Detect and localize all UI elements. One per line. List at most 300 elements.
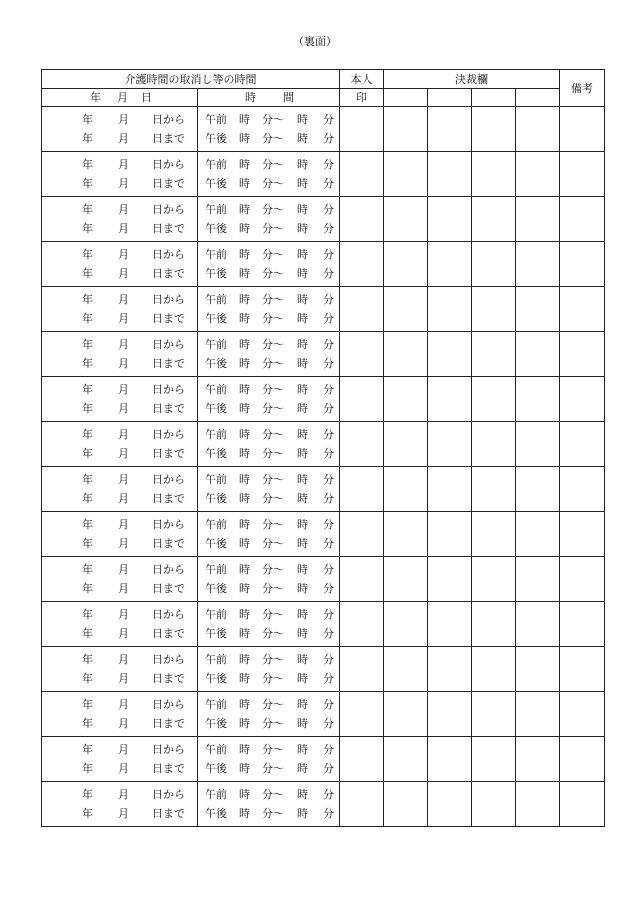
end-hour-label: 時 xyxy=(297,743,308,756)
seal-cell[interactable] xyxy=(340,512,384,557)
approval-cell-4[interactable] xyxy=(516,467,560,512)
date-range-cell[interactable] xyxy=(42,512,198,557)
header-date-year: 年 xyxy=(90,91,101,104)
remarks-cell[interactable] xyxy=(560,512,605,557)
start-hour-label: 時 xyxy=(239,203,250,216)
date-range-cell[interactable] xyxy=(42,287,198,332)
end-minute-label: 分 xyxy=(323,132,334,145)
approval-cell-4[interactable] xyxy=(516,107,560,152)
start-minute-label: 分～ xyxy=(262,698,284,711)
to-month-label: 月 xyxy=(118,312,129,325)
approval-cell-3[interactable] xyxy=(472,197,516,242)
end-minute-label: 分 xyxy=(323,608,334,621)
seal-cell[interactable] xyxy=(340,737,384,782)
time-range-cell[interactable] xyxy=(198,467,340,512)
am-label: 午前 xyxy=(205,518,227,531)
approval-cell-4[interactable] xyxy=(516,422,560,467)
to-year-label: 年 xyxy=(82,447,93,460)
start-minute-label: 分～ xyxy=(262,473,284,486)
time-range-cell[interactable] xyxy=(198,782,340,827)
from-year-label: 年 xyxy=(82,788,93,801)
header-seal-top: 本人 xyxy=(340,70,384,89)
end-minute-label: 分 xyxy=(323,582,334,595)
start-minute-label: 分～ xyxy=(262,113,284,126)
end-hour-label: 時 xyxy=(297,222,308,235)
end-minute-label: 分 xyxy=(323,627,334,640)
approval-cell-1[interactable] xyxy=(384,557,428,602)
from-year-label: 年 xyxy=(82,293,93,306)
remarks-cell[interactable] xyxy=(560,602,605,647)
from-month-label: 月 xyxy=(118,203,129,216)
approval-cell-2[interactable] xyxy=(428,287,472,332)
from-day-label: 日から xyxy=(152,788,185,801)
from-month-label: 月 xyxy=(118,563,129,576)
end-hour-label: 時 xyxy=(297,338,308,351)
seal-cell[interactable] xyxy=(340,107,384,152)
approval-cell-1[interactable] xyxy=(384,332,428,377)
approval-box-1[interactable] xyxy=(384,89,428,107)
approval-cell-1[interactable] xyxy=(384,602,428,647)
remarks-cell[interactable] xyxy=(560,647,605,692)
start-minute-label: 分～ xyxy=(262,492,284,505)
time-range-cell[interactable] xyxy=(198,197,340,242)
end-hour-label: 時 xyxy=(297,672,308,685)
start-minute-label: 分～ xyxy=(262,717,284,730)
end-hour-label: 時 xyxy=(297,428,308,441)
approval-cell-4[interactable] xyxy=(516,602,560,647)
approval-cell-4[interactable] xyxy=(516,647,560,692)
end-hour-label: 時 xyxy=(297,357,308,370)
approval-cell-1[interactable] xyxy=(384,152,428,197)
approval-cell-1[interactable] xyxy=(384,197,428,242)
end-minute-label: 分 xyxy=(323,113,334,126)
approval-cell-4[interactable] xyxy=(516,557,560,602)
from-month-label: 月 xyxy=(118,518,129,531)
from-year-label: 年 xyxy=(82,338,93,351)
pm-label: 午後 xyxy=(205,267,227,280)
approval-cell-3[interactable] xyxy=(472,512,516,557)
time-range-cell[interactable] xyxy=(198,287,340,332)
start-minute-label: 分～ xyxy=(262,788,284,801)
to-year-label: 年 xyxy=(82,402,93,415)
header-approval: 決裁欄 xyxy=(384,70,560,89)
start-minute-label: 分～ xyxy=(262,807,284,820)
to-year-label: 年 xyxy=(82,357,93,370)
from-month-label: 月 xyxy=(118,113,129,126)
remarks-cell[interactable] xyxy=(560,557,605,602)
from-year-label: 年 xyxy=(82,698,93,711)
remarks-cell[interactable] xyxy=(560,197,605,242)
table-row xyxy=(42,512,605,557)
remarks-cell[interactable] xyxy=(560,377,605,422)
approval-box-4[interactable] xyxy=(516,89,560,107)
start-minute-label: 分～ xyxy=(262,563,284,576)
seal-cell[interactable] xyxy=(340,152,384,197)
table-row xyxy=(42,602,605,647)
approval-cell-1[interactable] xyxy=(384,737,428,782)
seal-cell[interactable] xyxy=(340,602,384,647)
from-year-label: 年 xyxy=(82,158,93,171)
seal-cell[interactable] xyxy=(340,197,384,242)
start-hour-label: 時 xyxy=(239,518,250,531)
approval-cell-2[interactable] xyxy=(428,782,472,827)
date-range-cell[interactable] xyxy=(42,422,198,467)
start-hour-label: 時 xyxy=(239,717,250,730)
approval-cell-4[interactable] xyxy=(516,692,560,737)
date-range-cell[interactable] xyxy=(42,332,198,377)
end-minute-label: 分 xyxy=(323,267,334,280)
start-hour-label: 時 xyxy=(239,402,250,415)
header-date-cell xyxy=(42,89,198,107)
time-range-cell[interactable] xyxy=(198,107,340,152)
pm-label: 午後 xyxy=(205,762,227,775)
remarks-cell[interactable] xyxy=(560,287,605,332)
end-hour-label: 時 xyxy=(297,473,308,486)
end-hour-label: 時 xyxy=(297,132,308,145)
approval-cell-3[interactable] xyxy=(472,467,516,512)
am-label: 午前 xyxy=(205,113,227,126)
am-label: 午前 xyxy=(205,698,227,711)
from-year-label: 年 xyxy=(82,563,93,576)
to-month-label: 月 xyxy=(118,447,129,460)
table-row xyxy=(42,377,605,422)
date-range-cell[interactable] xyxy=(42,107,198,152)
pm-label: 午後 xyxy=(205,222,227,235)
end-minute-label: 分 xyxy=(323,248,334,261)
end-hour-label: 時 xyxy=(297,447,308,460)
am-label: 午前 xyxy=(205,653,227,666)
table-row xyxy=(42,557,605,602)
table-row xyxy=(42,782,605,827)
time-range-cell[interactable] xyxy=(198,332,340,377)
approval-cell-2[interactable] xyxy=(428,512,472,557)
start-hour-label: 時 xyxy=(239,158,250,171)
remarks-cell[interactable] xyxy=(560,152,605,197)
time-range-cell[interactable] xyxy=(198,737,340,782)
seal-cell[interactable] xyxy=(340,377,384,422)
from-year-label: 年 xyxy=(82,518,93,531)
pm-label: 午後 xyxy=(205,672,227,685)
pm-label: 午後 xyxy=(205,357,227,370)
remarks-cell[interactable] xyxy=(560,422,605,467)
seal-cell[interactable] xyxy=(340,287,384,332)
start-minute-label: 分～ xyxy=(262,248,284,261)
approval-cell-4[interactable] xyxy=(516,152,560,197)
am-label: 午前 xyxy=(205,383,227,396)
to-year-label: 年 xyxy=(82,582,93,595)
to-month-label: 月 xyxy=(118,537,129,550)
approval-cell-2[interactable] xyxy=(428,332,472,377)
approval-cell-4[interactable] xyxy=(516,737,560,782)
end-minute-label: 分 xyxy=(323,653,334,666)
header-time-ji: 時 xyxy=(245,91,256,104)
to-day-label: 日まで xyxy=(152,672,185,685)
approval-cell-2[interactable] xyxy=(428,557,472,602)
approval-cell-1[interactable] xyxy=(384,512,428,557)
from-day-label: 日から xyxy=(152,248,185,261)
to-month-label: 月 xyxy=(118,627,129,640)
approval-box-2[interactable] xyxy=(428,89,472,107)
from-year-label: 年 xyxy=(82,248,93,261)
approval-box-3[interactable] xyxy=(472,89,516,107)
table-row xyxy=(42,692,605,737)
approval-cell-2[interactable] xyxy=(428,152,472,197)
approval-cell-3[interactable] xyxy=(472,422,516,467)
from-day-label: 日から xyxy=(152,383,185,396)
to-day-label: 日まで xyxy=(152,807,185,820)
to-day-label: 日まで xyxy=(152,492,185,505)
approval-cell-2[interactable] xyxy=(428,377,472,422)
remarks-cell[interactable] xyxy=(560,107,605,152)
approval-cell-2[interactable] xyxy=(428,737,472,782)
end-minute-label: 分 xyxy=(323,698,334,711)
approval-cell-2[interactable] xyxy=(428,422,472,467)
date-range-cell[interactable] xyxy=(42,737,198,782)
end-hour-label: 時 xyxy=(297,158,308,171)
start-hour-label: 時 xyxy=(239,492,250,505)
am-label: 午前 xyxy=(205,293,227,306)
approval-cell-2[interactable] xyxy=(428,467,472,512)
start-minute-label: 分～ xyxy=(262,338,284,351)
table-row xyxy=(42,647,605,692)
start-minute-label: 分～ xyxy=(262,582,284,595)
end-hour-label: 時 xyxy=(297,203,308,216)
to-day-label: 日まで xyxy=(152,402,185,415)
end-hour-label: 時 xyxy=(297,113,308,126)
to-day-label: 日まで xyxy=(152,537,185,550)
start-hour-label: 時 xyxy=(239,582,250,595)
approval-cell-2[interactable] xyxy=(428,197,472,242)
to-day-label: 日まで xyxy=(152,312,185,325)
end-minute-label: 分 xyxy=(323,743,334,756)
end-minute-label: 分 xyxy=(323,312,334,325)
time-range-cell[interactable] xyxy=(198,512,340,557)
end-hour-label: 時 xyxy=(297,312,308,325)
start-hour-label: 時 xyxy=(239,807,250,820)
date-range-cell[interactable] xyxy=(42,692,198,737)
seal-cell[interactable] xyxy=(340,692,384,737)
seal-cell[interactable] xyxy=(340,332,384,377)
remarks-cell[interactable] xyxy=(560,467,605,512)
to-year-label: 年 xyxy=(82,537,93,550)
remarks-cell[interactable] xyxy=(560,737,605,782)
date-range-cell[interactable] xyxy=(42,242,198,287)
pm-label: 午後 xyxy=(205,447,227,460)
date-range-cell[interactable] xyxy=(42,152,198,197)
seal-cell[interactable] xyxy=(340,422,384,467)
am-label: 午前 xyxy=(205,158,227,171)
approval-cell-1[interactable] xyxy=(384,242,428,287)
start-hour-label: 時 xyxy=(239,537,250,550)
from-year-label: 年 xyxy=(82,383,93,396)
end-minute-label: 分 xyxy=(323,177,334,190)
table-row xyxy=(42,242,605,287)
remarks-cell[interactable] xyxy=(560,782,605,827)
start-hour-label: 時 xyxy=(239,248,250,261)
seal-cell[interactable] xyxy=(340,782,384,827)
approval-cell-1[interactable] xyxy=(384,107,428,152)
time-range-cell[interactable] xyxy=(198,422,340,467)
pm-label: 午後 xyxy=(205,627,227,640)
approval-cell-2[interactable] xyxy=(428,647,472,692)
to-day-label: 日まで xyxy=(152,582,185,595)
approval-cell-4[interactable] xyxy=(516,782,560,827)
am-label: 午前 xyxy=(205,428,227,441)
end-hour-label: 時 xyxy=(297,248,308,261)
table-row xyxy=(42,422,605,467)
start-minute-label: 分～ xyxy=(262,672,284,685)
end-hour-label: 時 xyxy=(297,492,308,505)
time-range-cell[interactable] xyxy=(198,602,340,647)
to-day-label: 日まで xyxy=(152,627,185,640)
to-year-label: 年 xyxy=(82,492,93,505)
to-year-label: 年 xyxy=(82,132,93,145)
to-year-label: 年 xyxy=(82,717,93,730)
from-month-label: 月 xyxy=(118,338,129,351)
pm-label: 午後 xyxy=(205,807,227,820)
approval-cell-4[interactable] xyxy=(516,332,560,377)
from-year-label: 年 xyxy=(82,428,93,441)
approval-cell-3[interactable] xyxy=(472,782,516,827)
start-hour-label: 時 xyxy=(239,608,250,621)
to-year-label: 年 xyxy=(82,672,93,685)
approval-cell-1[interactable] xyxy=(384,647,428,692)
approval-cell-2[interactable] xyxy=(428,602,472,647)
to-month-label: 月 xyxy=(118,717,129,730)
date-range-cell[interactable] xyxy=(42,557,198,602)
approval-cell-3[interactable] xyxy=(472,692,516,737)
end-hour-label: 時 xyxy=(297,762,308,775)
table-row xyxy=(42,737,605,782)
start-minute-label: 分～ xyxy=(262,428,284,441)
to-month-label: 月 xyxy=(118,492,129,505)
remarks-cell[interactable] xyxy=(560,242,605,287)
start-minute-label: 分～ xyxy=(262,653,284,666)
date-range-cell[interactable] xyxy=(42,647,198,692)
start-minute-label: 分～ xyxy=(262,222,284,235)
end-hour-label: 時 xyxy=(297,717,308,730)
pm-label: 午後 xyxy=(205,132,227,145)
approval-cell-3[interactable] xyxy=(472,557,516,602)
to-month-label: 月 xyxy=(118,672,129,685)
start-minute-label: 分～ xyxy=(262,357,284,370)
end-hour-label: 時 xyxy=(297,608,308,621)
end-minute-label: 分 xyxy=(323,672,334,685)
to-year-label: 年 xyxy=(82,267,93,280)
to-month-label: 月 xyxy=(118,357,129,370)
start-hour-label: 時 xyxy=(239,788,250,801)
approval-cell-3[interactable] xyxy=(472,332,516,377)
approval-cell-4[interactable] xyxy=(516,512,560,557)
approval-cell-3[interactable] xyxy=(472,737,516,782)
start-hour-label: 時 xyxy=(239,428,250,441)
start-minute-label: 分～ xyxy=(262,402,284,415)
to-year-label: 年 xyxy=(82,762,93,775)
from-month-label: 月 xyxy=(118,428,129,441)
end-minute-label: 分 xyxy=(323,717,334,730)
date-range-cell[interactable] xyxy=(42,602,198,647)
start-minute-label: 分～ xyxy=(262,383,284,396)
approval-cell-1[interactable] xyxy=(384,422,428,467)
approval-cell-1[interactable] xyxy=(384,377,428,422)
end-hour-label: 時 xyxy=(297,402,308,415)
date-range-cell[interactable] xyxy=(42,782,198,827)
start-minute-label: 分～ xyxy=(262,743,284,756)
approval-cell-3[interactable] xyxy=(472,107,516,152)
approval-cell-4[interactable] xyxy=(516,197,560,242)
approval-cell-4[interactable] xyxy=(516,287,560,332)
to-month-label: 月 xyxy=(118,807,129,820)
from-month-label: 月 xyxy=(118,473,129,486)
approval-cell-1[interactable] xyxy=(384,692,428,737)
end-hour-label: 時 xyxy=(297,582,308,595)
seal-cell[interactable] xyxy=(340,647,384,692)
time-range-cell[interactable] xyxy=(198,557,340,602)
approval-cell-3[interactable] xyxy=(472,242,516,287)
approval-cell-2[interactable] xyxy=(428,692,472,737)
am-label: 午前 xyxy=(205,473,227,486)
time-range-cell[interactable] xyxy=(198,377,340,422)
approval-cell-3[interactable] xyxy=(472,287,516,332)
seal-cell[interactable] xyxy=(340,467,384,512)
am-label: 午前 xyxy=(205,203,227,216)
end-minute-label: 分 xyxy=(323,383,334,396)
approval-cell-3[interactable] xyxy=(472,602,516,647)
approval-cell-2[interactable] xyxy=(428,107,472,152)
to-month-label: 月 xyxy=(118,762,129,775)
approval-cell-2[interactable] xyxy=(428,242,472,287)
pm-label: 午後 xyxy=(205,717,227,730)
start-minute-label: 分～ xyxy=(262,267,284,280)
page-heading: （裏面） xyxy=(293,35,337,48)
end-minute-label: 分 xyxy=(323,447,334,460)
time-range-cell[interactable] xyxy=(198,152,340,197)
from-day-label: 日から xyxy=(152,158,185,171)
date-range-cell[interactable] xyxy=(42,197,198,242)
start-hour-label: 時 xyxy=(239,447,250,460)
time-range-cell[interactable] xyxy=(198,692,340,737)
header-seal-bottom: 印 xyxy=(340,89,384,107)
seal-cell[interactable] xyxy=(340,557,384,602)
approval-cell-3[interactable] xyxy=(472,647,516,692)
seal-cell[interactable] xyxy=(340,242,384,287)
from-year-label: 年 xyxy=(82,743,93,756)
approval-cell-1[interactable] xyxy=(384,287,428,332)
start-minute-label: 分～ xyxy=(262,203,284,216)
approval-cell-4[interactable] xyxy=(516,377,560,422)
start-minute-label: 分～ xyxy=(262,447,284,460)
date-range-cell[interactable] xyxy=(42,467,198,512)
approval-cell-1[interactable] xyxy=(384,467,428,512)
end-minute-label: 分 xyxy=(323,357,334,370)
date-range-cell[interactable] xyxy=(42,377,198,422)
from-year-label: 年 xyxy=(82,653,93,666)
approval-cell-3[interactable] xyxy=(472,152,516,197)
approval-cell-4[interactable] xyxy=(516,242,560,287)
am-label: 午前 xyxy=(205,788,227,801)
remarks-cell[interactable] xyxy=(560,692,605,737)
end-hour-label: 時 xyxy=(297,698,308,711)
start-hour-label: 時 xyxy=(239,293,250,306)
time-range-cell[interactable] xyxy=(198,242,340,287)
to-month-label: 月 xyxy=(118,132,129,145)
approval-cell-3[interactable] xyxy=(472,377,516,422)
time-range-cell[interactable] xyxy=(198,647,340,692)
start-minute-label: 分～ xyxy=(262,608,284,621)
end-minute-label: 分 xyxy=(323,428,334,441)
remarks-cell[interactable] xyxy=(560,332,605,377)
approval-cell-1[interactable] xyxy=(384,782,428,827)
